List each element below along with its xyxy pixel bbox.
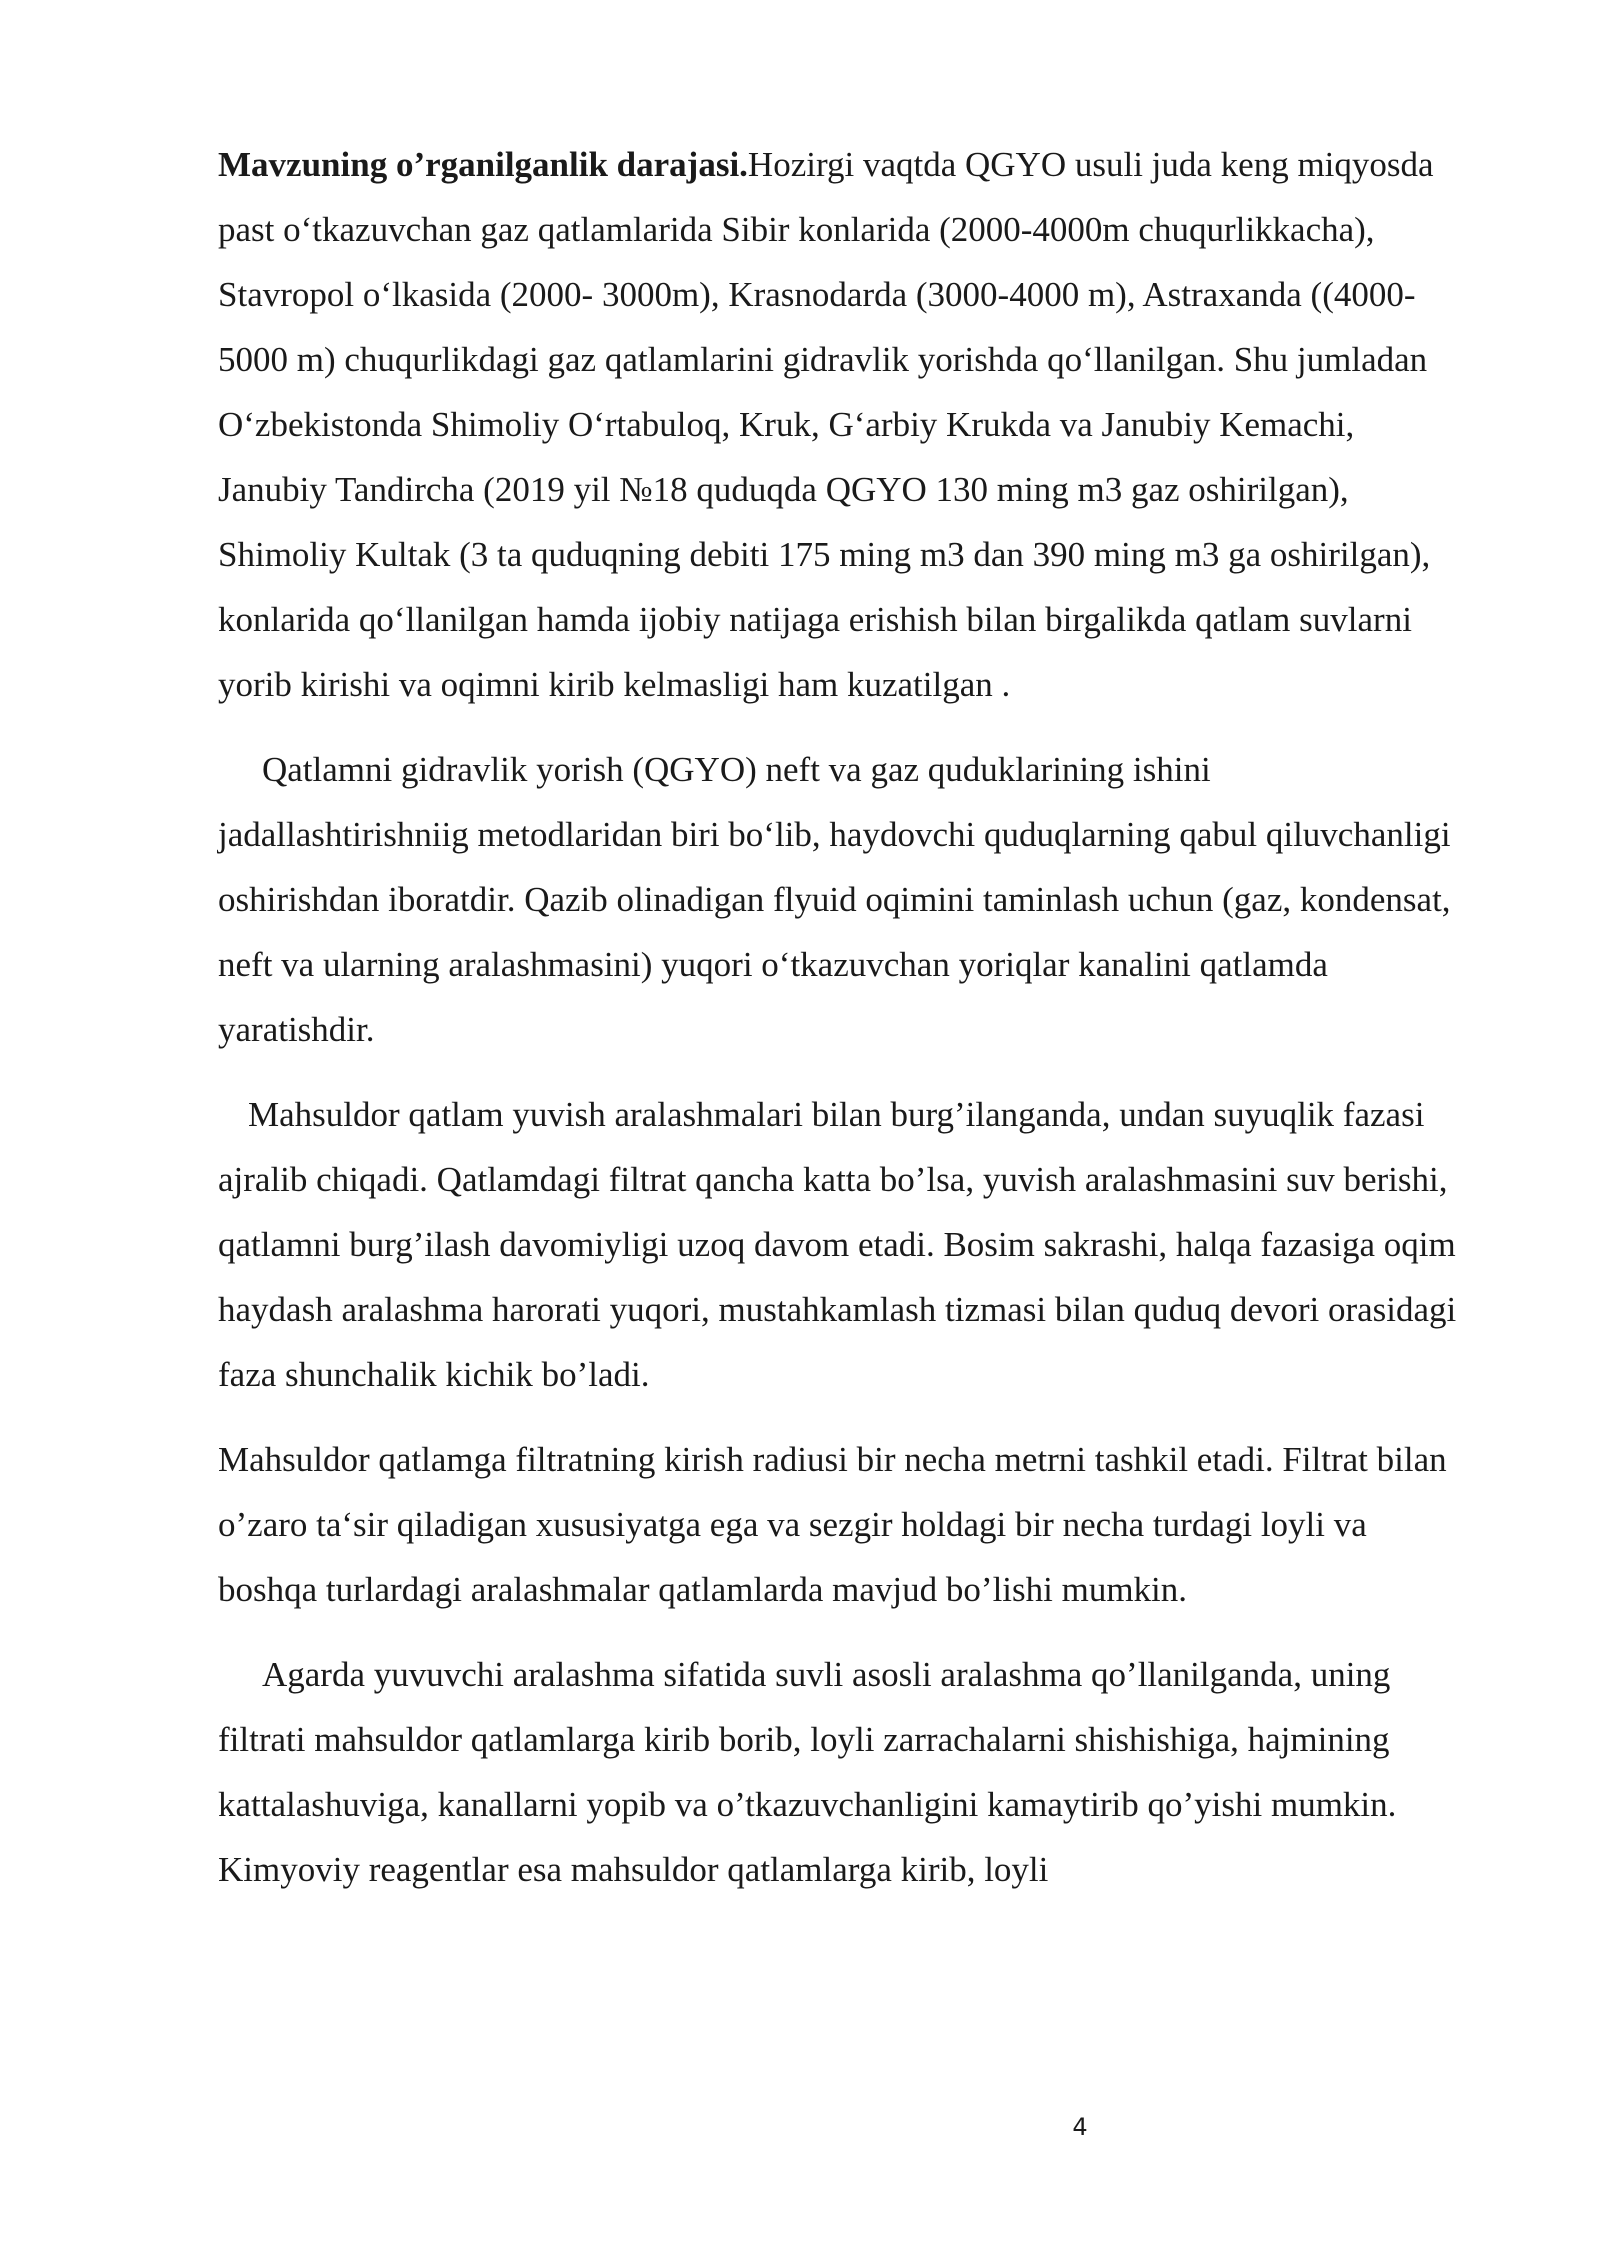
paragraph-study-level [218,132,1460,717]
paragraph-hydraulic-fracturing: Qatlamni gidravlik yorish (QGYO) neft va gaz quduklarining ishini jadallashtirishniig metodlaridan biri bo‘lib, haydovchi quduqlarning qabul qiluvchanligi oshirishdan iboratdir. Qazib olinadigan flyuid oqimini taminlash uchun (gaz, kondensat, neft va ularning aralashmasini) yuqori o‘tkazuvchan yoriqlar kanalini qatlamda yaratishdir. [218,750,1451,1049]
paragraph-water-based-mix: Agarda yuvuvchi aralashma sifatida suvli asosli aralashma qo’llanilganda, uning filtrati mahsuldor qatlamlarga kirib borib, loyli zarrachalarni shishishiga, hajmining kattalashuviga, kanallarni yopib va o’tkazuvchanligini kamaytirib qo’yishi mumkin. Kimyoviy reagentlar esa mahsuldor qatlamlarga kirib, loyli [218,1655,1397,1889]
paragraph-filtrate-radius: Mahsuldor qatlamga filtratning kirish radiusi bir necha metrni tashkil etadi. Filtrat bilan o’zaro ta‘sir qiladigan xususiyatga ega va sezgir holdagi bir necha turdagi loyli va boshqa turlardagi aralashmalar qatlamlarda mavjud bo’lishi mumkin. [218,1440,1447,1609]
paragraph-text: Hozirgi vaqtda QGYO usuli juda keng miqyosda past o‘tkazuvchan gaz qatlamlarida Sibir konlarida (2000-4000m chuqurlikkacha), Stavropol o‘lkasida (2000- 3000m), Krasnodarda (3000-4000 m), Astraxanda ((4000-5000 m) chuqurlikdagi gaz qatlamlarini gidravlik yorishda qo‘llanilgan. Shu jumladan O‘zbekistonda Shimoliy O‘rtabuloq, Kruk, G‘arbiy Krukda va Janubiy Kemachi, Janubiy Tandircha (2019 yil №18 quduqda QGYO 130 ming m3 gaz oshirilgan), Shimoliy Kultak (3 ta quduqning debiti 175 ming m3 dan 390 ming m3 ga oshirilgan), konlarida qo‘llanilgan hamda ijobiy natijaga erishish bilan birgalikda qatlam suvlarni yorib kirishi va oqimni kirib kelmasligi ham kuzatilgan . [218,145,1434,704]
page-number: 4 [1072,2113,1088,2141]
paragraph-drilling-filtrate: Mahsuldor qatlam yuvish aralashmalari bilan burg’ilanganda, undan suyuqlik fazasi ajralib chiqadi. Qatlamdagi filtrat qancha katta bo’lsa, yuvish aralashmasini suv berishi, qatlamni burg’ilash davomiyligi uzoq davom etadi. Bosim sakrashi, halqa fazasiga oqim haydash aralashma harorati yuqori, mustahkamlash tizmasi bilan quduq devori orasidagi faza shunchalik kichik bo’ladi. [218,1095,1457,1394]
paragraph-heading: Mavzuning o’rganilganlik darajasi. [218,145,748,184]
body-text [218,132,1460,1922]
